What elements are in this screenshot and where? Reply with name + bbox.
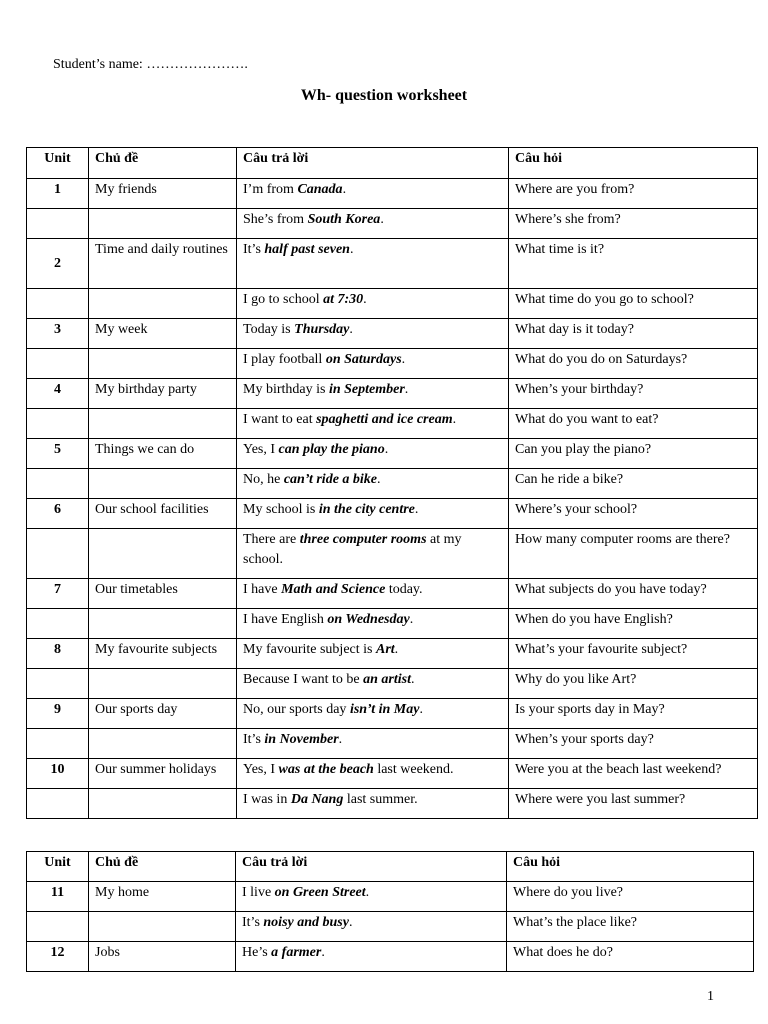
answer-cell (236, 882, 507, 912)
answer-emphasis: isn’t in May (349, 702, 420, 717)
topic-cell: Jobs (89, 942, 236, 972)
question-cell: Where’s she from? (509, 209, 758, 239)
table-row (27, 609, 758, 639)
answer-cell (237, 379, 509, 409)
question-cell: How many computer rooms are there? (509, 529, 758, 579)
topic-cell: Our summer holidays (89, 759, 237, 789)
table-row (27, 729, 758, 759)
answer-emphasis: spaghetti and ice cream (316, 412, 453, 427)
table-row (27, 469, 758, 499)
header-topic: Chủ đề (89, 148, 237, 179)
answer-emphasis: was at the beach (278, 762, 374, 777)
answer-cell (237, 789, 509, 819)
topic-cell: My friends (89, 179, 237, 209)
answer-text: I want to eat (243, 412, 317, 427)
answer-text: . (338, 732, 343, 747)
answer-emphasis: in September (328, 382, 405, 397)
answer-cell (237, 319, 509, 349)
answer-cell (237, 639, 509, 669)
answer-emphasis: at 7:30 (323, 292, 364, 307)
answer-emphasis: in November (264, 732, 339, 747)
table-row (27, 669, 758, 699)
table-row (27, 912, 754, 942)
topic-cell (89, 912, 236, 942)
topic-cell: Things we can do (89, 439, 237, 469)
answer-cell (237, 759, 509, 789)
table-row (27, 409, 758, 439)
worksheet-table-1 (26, 147, 758, 819)
unit-cell: 6 (27, 499, 89, 529)
table-row (27, 239, 758, 289)
unit-cell (27, 209, 89, 239)
answer-text: I’m from (243, 182, 298, 197)
answer-text: . (384, 442, 389, 457)
table-row (27, 349, 758, 379)
answer-text: Yes, I (243, 762, 279, 777)
table-row (27, 379, 758, 409)
unit-cell: 8 (27, 639, 89, 669)
question-cell: What do you want to eat? (509, 409, 758, 439)
topic-cell (89, 729, 237, 759)
table-row (27, 759, 758, 789)
topic-cell: Our timetables (89, 579, 237, 609)
question-cell: What’s your favourite subject? (509, 639, 758, 669)
topic-cell (89, 209, 237, 239)
header-answer: Câu trả lời (236, 852, 507, 882)
question-cell: Where are you from? (509, 179, 758, 209)
answer-text: . (410, 672, 415, 687)
answer-cell (236, 942, 507, 972)
answer-text: I have (243, 582, 282, 597)
answer-text: . (377, 472, 381, 487)
answer-cell (237, 409, 509, 439)
unit-cell: 1 (27, 179, 89, 209)
question-cell: What subjects do you have today? (509, 579, 758, 609)
table-row (27, 789, 758, 819)
answer-cell (237, 349, 509, 379)
answer-text: . (380, 212, 384, 227)
answer-cell (237, 579, 509, 609)
question-cell: Were you at the beach last weekend? (509, 759, 758, 789)
answer-cell (237, 209, 509, 239)
topic-cell (89, 409, 237, 439)
question-cell: What day is it today? (509, 319, 758, 349)
unit-cell (27, 609, 89, 639)
question-cell: Can he ride a bike? (509, 469, 758, 499)
header-topic: Chủ đề (89, 852, 236, 882)
header-unit: Unit (27, 148, 89, 179)
answer-cell (237, 439, 509, 469)
table-row (27, 179, 758, 209)
question-cell: Where were you last summer? (509, 789, 758, 819)
answer-emphasis: an artist (363, 672, 411, 687)
answer-text: It’s (243, 242, 265, 257)
answer-cell (237, 499, 509, 529)
topic-cell: Our school facilities (89, 499, 237, 529)
answer-text: last weekend. (373, 762, 454, 777)
answer-emphasis: South Korea (307, 212, 381, 227)
table-row (27, 209, 758, 239)
answer-text: No, our sports day (243, 702, 350, 717)
answer-text: . (363, 292, 367, 307)
question-cell: When’s your sports day? (509, 729, 758, 759)
table-row (27, 882, 754, 912)
question-cell: Why do you like Art? (509, 669, 758, 699)
answer-text: It’s (243, 732, 265, 747)
answer-text: Because I want to be (243, 672, 364, 687)
answer-text: . (394, 642, 399, 657)
header-question: Câu hỏi (509, 148, 758, 179)
answer-text: My birthday is (243, 382, 329, 397)
topic-cell (89, 289, 237, 319)
answer-text: I was in (243, 792, 291, 807)
table-row (27, 579, 758, 609)
unit-cell: 10 (27, 759, 89, 789)
topic-cell (89, 609, 237, 639)
unit-cell (27, 789, 89, 819)
answer-emphasis: half past seven (264, 242, 350, 257)
answer-text: . (342, 182, 347, 197)
question-cell: When’s your birthday? (509, 379, 758, 409)
answer-text: . (349, 242, 354, 257)
topic-cell: My week (89, 319, 237, 349)
answer-cell (237, 529, 509, 579)
answer-cell (237, 699, 509, 729)
unit-cell (27, 669, 89, 699)
topic-cell (89, 349, 237, 379)
answer-emphasis: three computer rooms (299, 532, 427, 547)
answer-emphasis: Art (375, 642, 395, 657)
question-cell: When do you have English? (509, 609, 758, 639)
question-cell: What’s the place like? (507, 912, 754, 942)
answer-cell (236, 912, 507, 942)
answer-emphasis: on Wednesday (327, 612, 410, 627)
answer-text: at my school. (243, 532, 462, 567)
answer-text: My favourite subject is (243, 642, 376, 657)
unit-cell (27, 912, 89, 942)
question-cell: What time is it? (509, 239, 758, 289)
answer-emphasis: Thursday (294, 322, 350, 337)
table-row (27, 439, 758, 469)
answer-emphasis: Da Nang (290, 792, 344, 807)
topic-cell: My favourite subjects (89, 639, 237, 669)
unit-cell (27, 729, 89, 759)
table-row (27, 699, 758, 729)
answer-text: I have English (243, 612, 328, 627)
answer-emphasis: Math and Science (281, 582, 386, 597)
answer-cell (237, 729, 509, 759)
unit-cell (27, 289, 89, 319)
table-row (27, 319, 758, 349)
answer-text: . (419, 702, 423, 717)
answer-text: . (348, 915, 353, 930)
question-cell: What do you do on Saturdays? (509, 349, 758, 379)
answer-cell (237, 289, 509, 319)
table-row (27, 529, 758, 579)
worksheet-table-2 (26, 851, 754, 972)
question-cell: What does he do? (507, 942, 754, 972)
unit-cell: 11 (27, 882, 89, 912)
unit-cell: 4 (27, 379, 89, 409)
answer-text: It’s (242, 915, 264, 930)
answer-text: Yes, I (243, 442, 279, 457)
answer-text: . (404, 382, 409, 397)
answer-cell (237, 179, 509, 209)
answer-text: No, he (243, 472, 284, 487)
page-number: 1 (707, 989, 714, 1004)
unit-cell: 9 (27, 699, 89, 729)
topic-cell (89, 669, 237, 699)
unit-cell: 3 (27, 319, 89, 349)
table-row (27, 942, 754, 972)
answer-emphasis: can play the piano (278, 442, 385, 457)
unit-cell (27, 529, 89, 579)
unit-cell (27, 469, 89, 499)
answer-text: He’s (242, 945, 272, 960)
unit-cell (27, 349, 89, 379)
question-cell: Is your sports day in May? (509, 699, 758, 729)
answer-text: I live (242, 885, 275, 900)
answer-cell (237, 669, 509, 699)
topic-cell (89, 469, 237, 499)
student-name-label: Student’s name: …………………. (53, 57, 248, 72)
answer-cell (237, 239, 509, 289)
header-answer: Câu trả lời (237, 148, 509, 179)
question-cell: Where’s your school? (509, 499, 758, 529)
unit-cell: 7 (27, 579, 89, 609)
answer-text: There are (243, 532, 300, 547)
answer-emphasis: can’t ride a bike (283, 472, 378, 487)
answer-text: today. (385, 582, 423, 597)
header-unit: Unit (27, 852, 89, 882)
question-cell: Can you play the piano? (509, 439, 758, 469)
answer-text: . (349, 322, 353, 337)
unit-cell (27, 409, 89, 439)
unit-cell: 12 (27, 942, 89, 972)
answer-text: last summer. (343, 792, 418, 807)
answer-cell (237, 469, 509, 499)
unit-cell: 2 (27, 239, 89, 289)
topic-cell: Time and daily routines (89, 239, 237, 289)
answer-text: . (409, 612, 414, 627)
worksheet-title: Wh- question worksheet (300, 87, 468, 104)
question-cell: Where do you live? (507, 882, 754, 912)
question-cell: What time do you go to school? (509, 289, 758, 319)
topic-cell: My birthday party (89, 379, 237, 409)
topic-cell: Our sports day (89, 699, 237, 729)
answer-emphasis: on Green Street (274, 885, 366, 900)
table-row (27, 289, 758, 319)
answer-text: My school is (243, 502, 319, 517)
header-question: Câu hỏi (507, 852, 754, 882)
answer-text: . (401, 352, 406, 367)
unit-cell: 5 (27, 439, 89, 469)
answer-emphasis: in the city centre (318, 502, 415, 517)
answer-emphasis: on Saturdays (325, 352, 402, 367)
answer-text: I go to school (243, 292, 324, 307)
topic-cell (89, 789, 237, 819)
answer-text: . (365, 885, 370, 900)
answer-emphasis: Canada (297, 182, 343, 197)
answer-text: I play football (243, 352, 326, 367)
answer-text: Today is (243, 322, 295, 337)
answer-emphasis: a farmer (271, 945, 322, 960)
answer-text: She’s from (243, 212, 308, 227)
table-row (27, 639, 758, 669)
answer-emphasis: noisy and busy (263, 915, 349, 930)
topic-cell: My home (89, 882, 236, 912)
answer-cell (237, 609, 509, 639)
answer-text: . (321, 945, 325, 960)
table-row (27, 499, 758, 529)
answer-text: . (452, 412, 457, 427)
topic-cell (89, 529, 237, 579)
answer-text: . (414, 502, 419, 517)
